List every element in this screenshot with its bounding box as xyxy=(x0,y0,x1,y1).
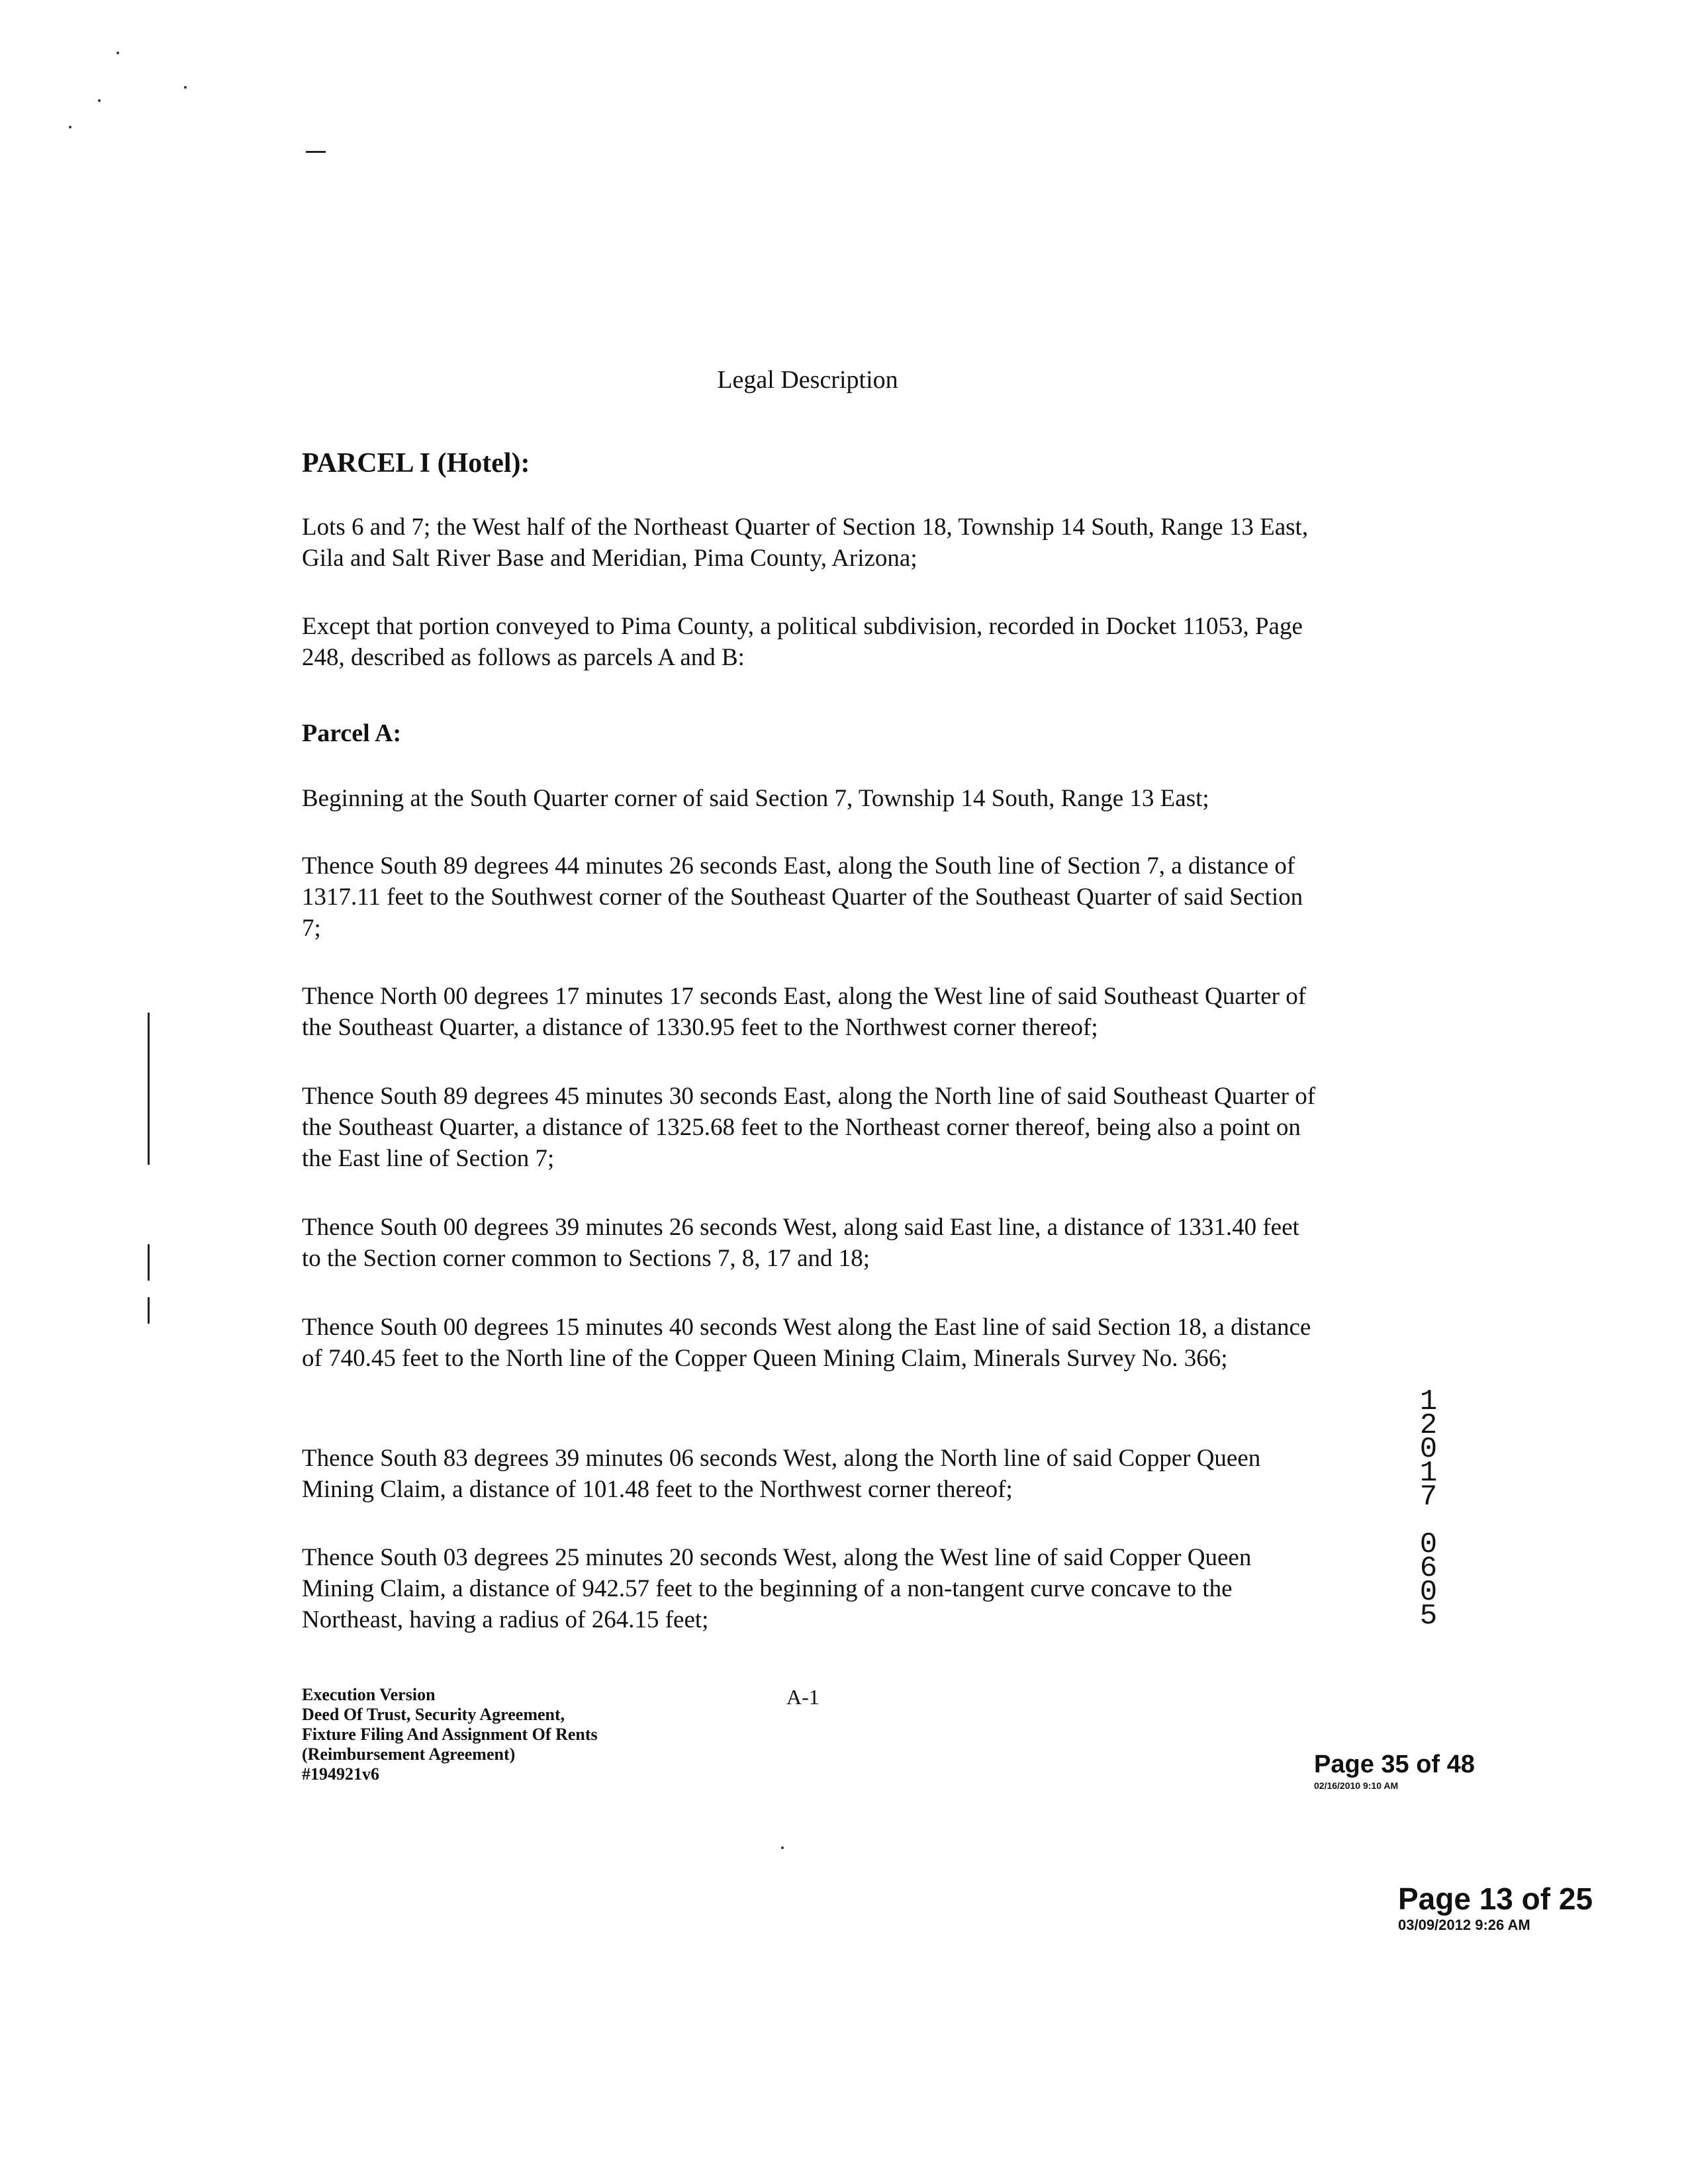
legal-call: Thence South 83 degrees 39 minutes 06 seconds West, along the North line of said Copper Queen Mining Claim, a distance of 101.48 feet to the Northwest corner thereof; xyxy=(302,1445,1261,1503)
recording-digit: 2 xyxy=(1419,1409,1438,1442)
stray-mark xyxy=(306,151,326,153)
page-label: A-1 xyxy=(786,1685,820,1709)
legal-call: Thence South 03 degrees 25 minutes 20 seconds West, along the West line of said Copper Queen Mining Claim, a distance of 942.57 feet to the beginning of a non-tangent curve concave to the Northeast, having a radius of 264.15 feet; xyxy=(302,1544,1252,1633)
parcel-a-heading: Parcel A: xyxy=(302,719,402,747)
document-title: Legal Description xyxy=(717,366,898,394)
scan-speck xyxy=(117,52,119,54)
revision-bar xyxy=(148,1244,150,1281)
stamp-page-count: Page 35 of 48 xyxy=(1314,1751,1475,1778)
parcel-description: Lots 6 and 7; the West half of the Northeast Quarter of Section 18, Township 14 South, Range 13 East, Gila and Salt River Base and Meridian, Pima County, Arizona; xyxy=(302,514,1309,572)
stamp-page-count: Page 13 of 25 xyxy=(1398,1882,1593,1916)
recorder-stamp xyxy=(1398,1881,1593,1934)
scan-speck xyxy=(184,86,187,89)
recording-digit: 0 xyxy=(1419,1576,1438,1609)
stamp-timestamp: 02/16/2010 9:10 AM xyxy=(1314,1780,1399,1791)
legal-call: Thence South 00 degrees 15 minutes 40 seconds West along the East line of said Section 18, a distance of 740.45 feet to the North line of the Copper Queen Mining Claim, Minerals Survey No. 366; xyxy=(302,1314,1311,1372)
footer-document-info xyxy=(302,1685,765,1784)
recording-digit: 0 xyxy=(1419,1528,1438,1561)
recording-digit: 1 xyxy=(1419,1385,1438,1418)
recording-digit: 7 xyxy=(1419,1480,1438,1514)
recording-number xyxy=(1415,1385,1442,1633)
recorder-stamp xyxy=(1314,1751,1475,1791)
recording-digit: 1 xyxy=(1419,1457,1438,1490)
scan-speck xyxy=(98,99,101,102)
footer-line: #194921v6 xyxy=(302,1764,379,1784)
legal-call: Thence South 89 degrees 45 minutes 30 seconds East, along the North line of said Southeast Quarter of the Southeast Quarter, a distance of 1325.68 feet to the Northeast corner thereof, being also a point on the East line of Section 7; xyxy=(302,1083,1316,1172)
footer-line: Execution Version xyxy=(302,1685,436,1704)
legal-call: Beginning at the South Quarter corner of said Section 7, Township 14 South, Range 13 East; xyxy=(302,785,1209,812)
revision-bar xyxy=(148,1013,150,1165)
recording-digit: 5 xyxy=(1419,1600,1438,1633)
stamp-timestamp: 03/09/2012 9:26 AM xyxy=(1398,1917,1530,1933)
legal-call: Thence South 00 degrees 39 minutes 26 seconds West, along said East line, a distance of 1331.40 feet to the Section corner common to Sections 7, 8, 17 and 18; xyxy=(302,1214,1299,1272)
scan-speck xyxy=(69,126,71,128)
exception-paragraph: Except that portion conveyed to Pima County, a political subdivision, recorded in Docket 11053, Page 248, described as follows as parcels A and B: xyxy=(302,613,1303,671)
footer-line: Deed Of Trust, Security Agreement, xyxy=(302,1705,565,1724)
legal-call: Thence South 89 degrees 44 minutes 26 seconds East, along the South line of Section 7, a distance of 1317.11 feet to the Southwest corner of the Southeast Quarter of the Southeast Quarter of said Section 7; xyxy=(302,852,1303,942)
footer-line: Fixture Filing And Assignment Of Rents xyxy=(302,1725,598,1744)
legal-call: Thence North 00 degrees 17 minutes 17 seconds East, along the West line of said Southeast Quarter of the Southeast Quarter, a distance of 1330.95 feet to the Northwest corner thereof; xyxy=(302,983,1307,1041)
recording-digit: 6 xyxy=(1419,1552,1438,1585)
revision-bar xyxy=(148,1297,150,1324)
recording-digit: 0 xyxy=(1419,1433,1438,1466)
parcel-heading: PARCEL I (Hotel): xyxy=(302,448,530,478)
scan-speck xyxy=(781,1846,784,1849)
footer-line: (Reimbursement Agreement) xyxy=(302,1745,516,1764)
